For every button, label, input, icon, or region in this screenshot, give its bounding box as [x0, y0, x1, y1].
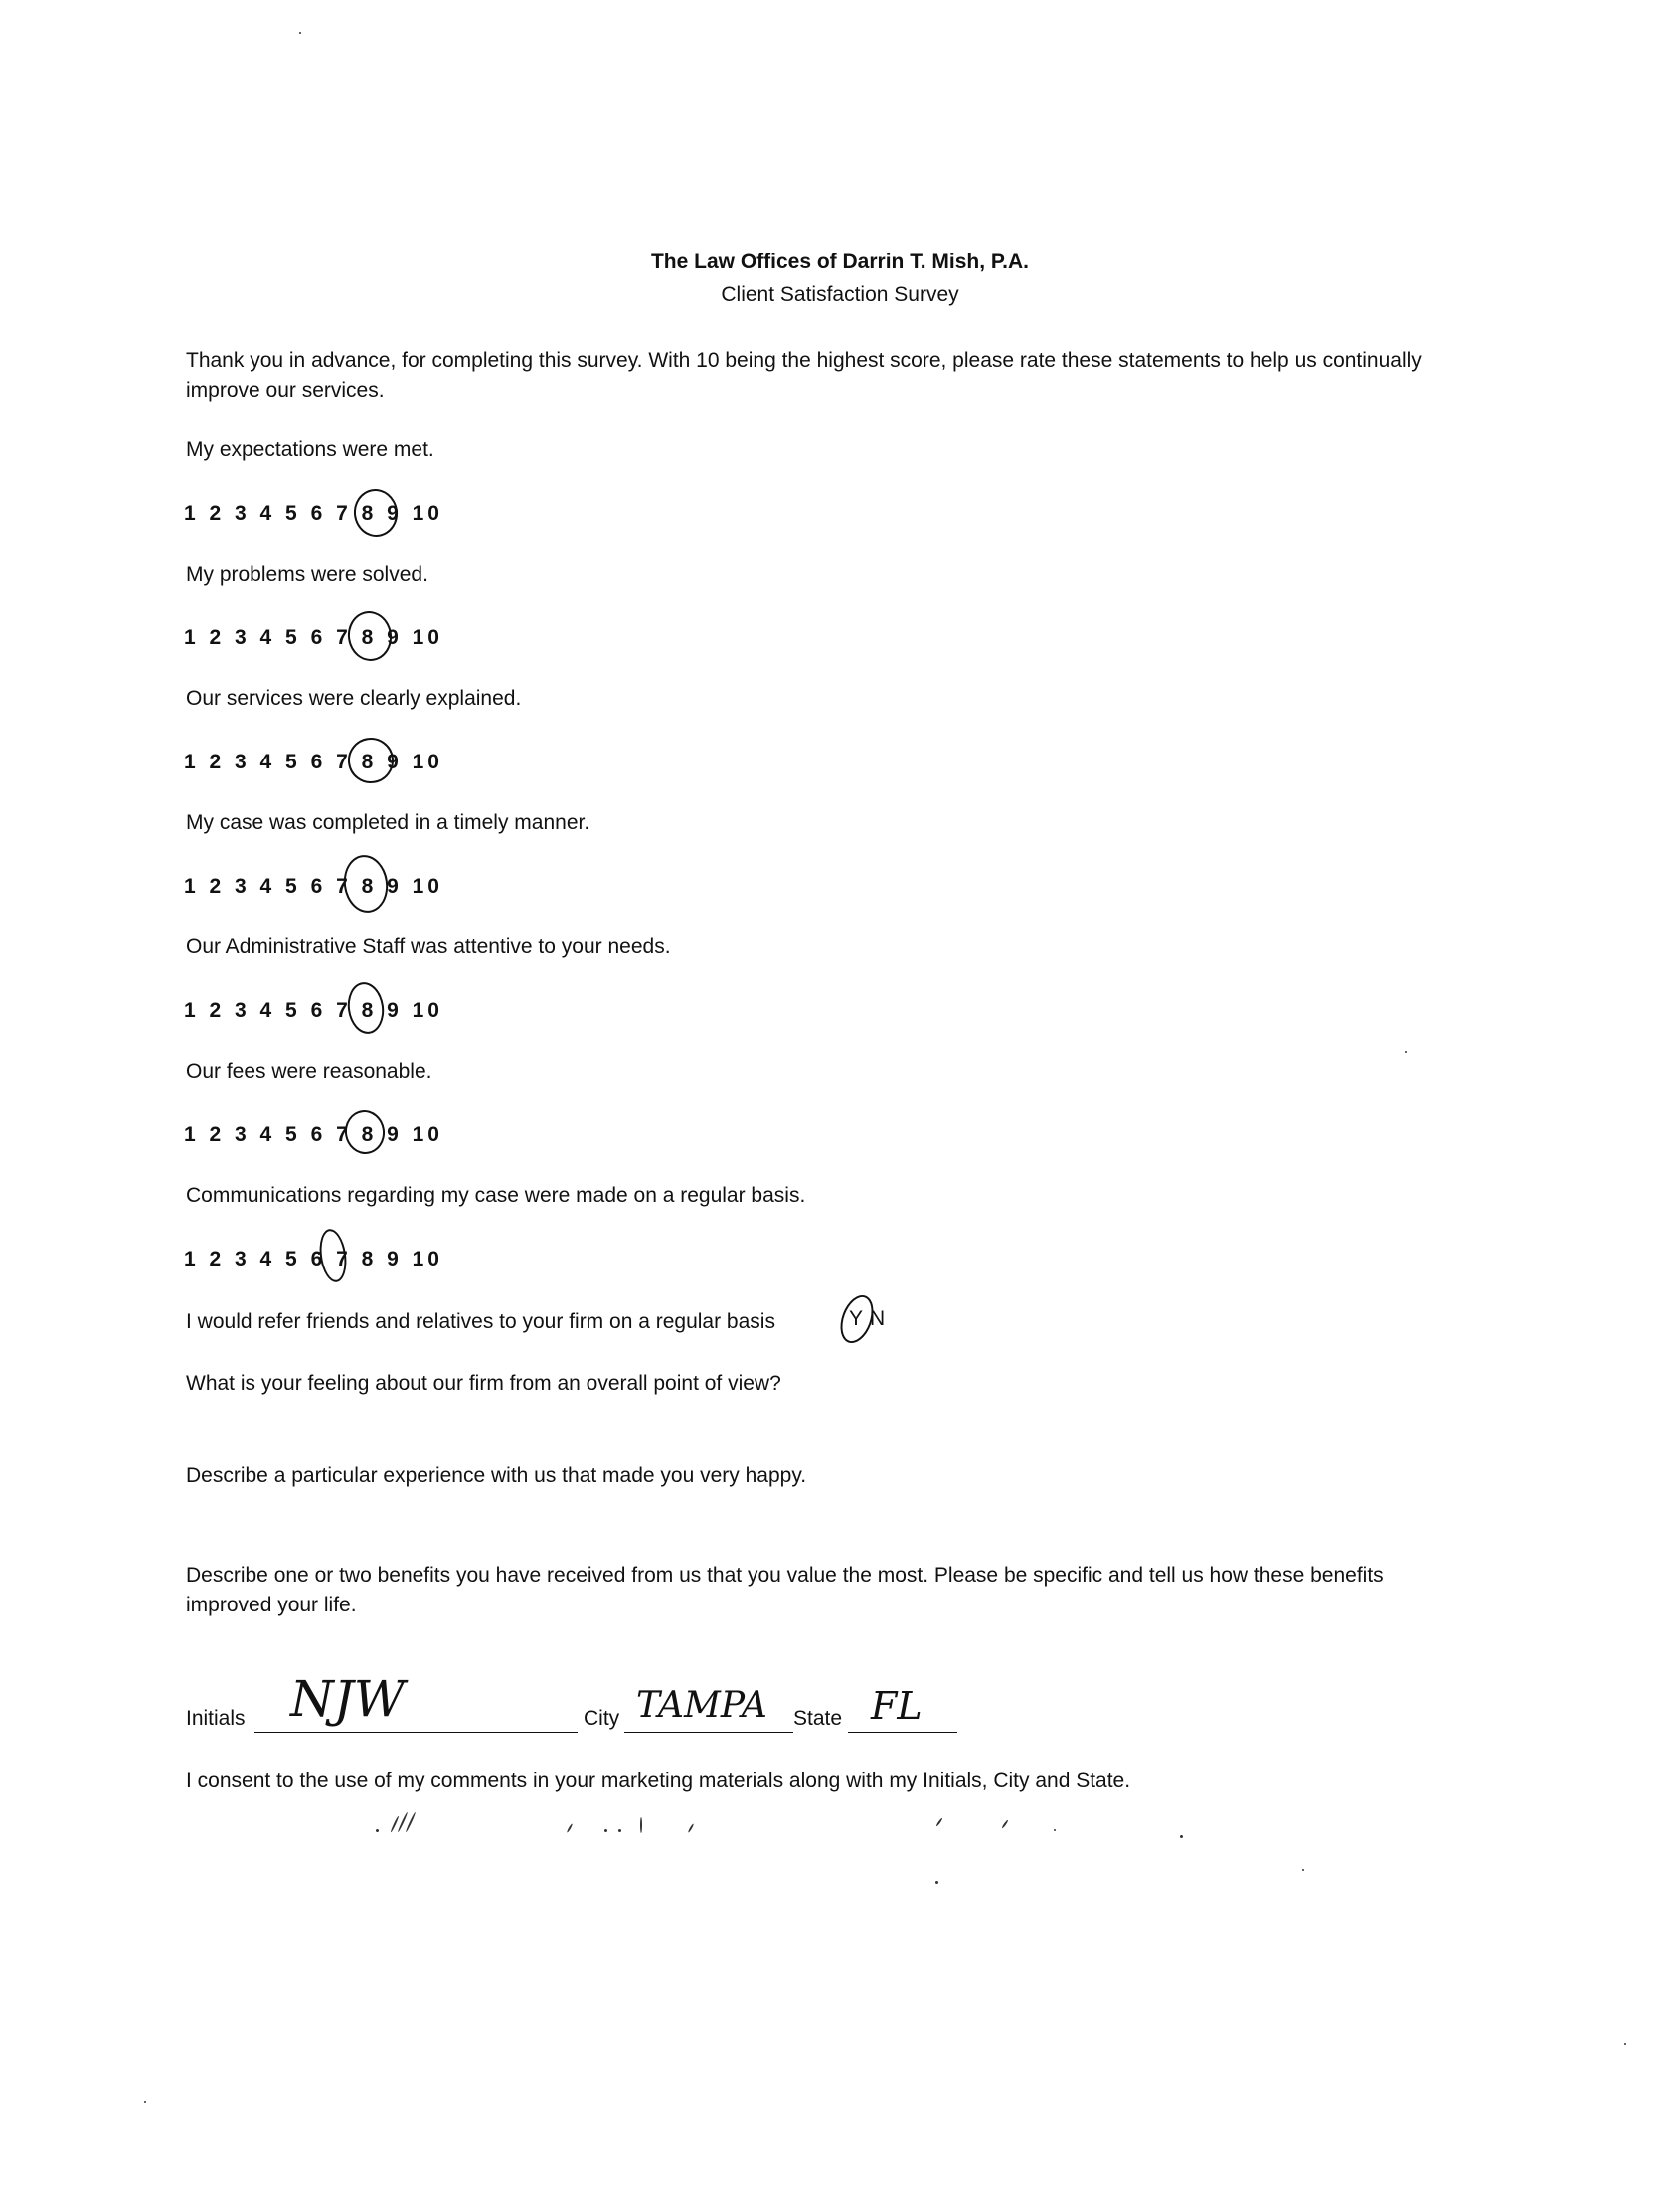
open-question-overall: What is your feeling about our firm from an overall point of view?: [186, 1372, 781, 1395]
question-5-selected-circle: [345, 980, 388, 1037]
question-7-statement: Communications regarding my case were made on a regular basis.: [186, 1184, 806, 1207]
initials-label: Initials: [186, 1707, 246, 1730]
scan-speck: [640, 1817, 642, 1833]
scan-speck: [935, 1881, 938, 1884]
scan-speck: [618, 1829, 621, 1832]
scan-speck: [688, 1823, 695, 1833]
scan-speck: [935, 1817, 942, 1826]
city-handwritten: TAMPA: [636, 1685, 767, 1726]
question-1-scale: 1 2 3 4 5 6 7 8 9 10: [184, 502, 443, 525]
question-1-selected-circle: [351, 486, 401, 540]
scan-speck: [567, 1823, 574, 1833]
question-3-scale: 1 2 3 4 5 6 7 8 9 10: [184, 751, 443, 773]
scan-speck: [1624, 2043, 1626, 2045]
survey-title: Client Satisfaction Survey: [721, 283, 959, 306]
scan-speck: [1180, 1835, 1183, 1838]
consent-text: I consent to the use of my comments in your marketing materials along with my Initials, City and State.: [186, 1770, 1131, 1792]
scan-speck: [1054, 1829, 1056, 1831]
refer-no-option: N: [870, 1307, 886, 1330]
city-underline: [624, 1732, 793, 1733]
state-handwritten: FL: [871, 1684, 923, 1728]
initials-handwritten: NJW: [290, 1670, 406, 1728]
scan-speck: [376, 1829, 379, 1832]
question-3-statement: Our services were clearly explained.: [186, 687, 522, 710]
open-question-experience: Describe a particular experience with us that made you very happy.: [186, 1464, 807, 1487]
question-7-scale: 1 2 3 4 5 6 7 8 9 10: [184, 1248, 443, 1270]
question-5-statement: Our Administrative Staff was attentive to your needs.: [186, 935, 671, 958]
firm-name: The Law Offices of Darrin T. Mish, P.A.: [650, 251, 1030, 273]
intro-text: Thank you in advance, for completing this survey. With 10 being the highest score, please rate these statements to help us continually improve our services.: [186, 349, 1422, 402]
scan-speck: [1001, 1819, 1008, 1828]
scan-speck: [1405, 1051, 1407, 1053]
question-4-scale: 1 2 3 4 5 6 7 8 9 10: [184, 875, 443, 898]
question-2-statement: My problems were solved.: [186, 563, 428, 586]
question-3-selected-circle: [345, 735, 397, 786]
refer-statement: I would refer friends and relatives to your firm on a regular basis: [186, 1310, 775, 1333]
question-6-statement: Our fees were reasonable.: [186, 1060, 432, 1083]
refer-yes-option: Y: [849, 1307, 864, 1330]
state-label: State: [793, 1707, 843, 1730]
question-4-statement: My case was completed in a timely manner.: [186, 811, 590, 834]
scan-speck: [144, 2101, 146, 2103]
scan-speck: [1302, 1869, 1304, 1871]
question-1-statement: My expectations were met.: [186, 438, 434, 461]
question-7-selected-circle: [316, 1227, 349, 1283]
question-2-scale: 1 2 3 4 5 6 7 8 9 10: [184, 626, 443, 649]
question-4-selected-circle: [340, 852, 392, 916]
city-label: City: [584, 1707, 620, 1730]
scan-speck: [604, 1829, 607, 1832]
initials-underline: [254, 1732, 578, 1733]
question-5-scale: 1 2 3 4 5 6 7 8 9 10: [184, 999, 443, 1022]
question-6-selected-circle: [342, 1107, 388, 1156]
scan-speck: [299, 32, 301, 34]
open-question-benefits: Describe one or two benefits you have received from us that you value the most. Please be specific and tell us how these benefits improved your life.: [186, 1564, 1384, 1616]
state-underline: [848, 1732, 957, 1733]
question-6-scale: 1 2 3 4 5 6 7 8 9 10: [184, 1123, 443, 1146]
question-2-selected-circle: [345, 608, 396, 664]
